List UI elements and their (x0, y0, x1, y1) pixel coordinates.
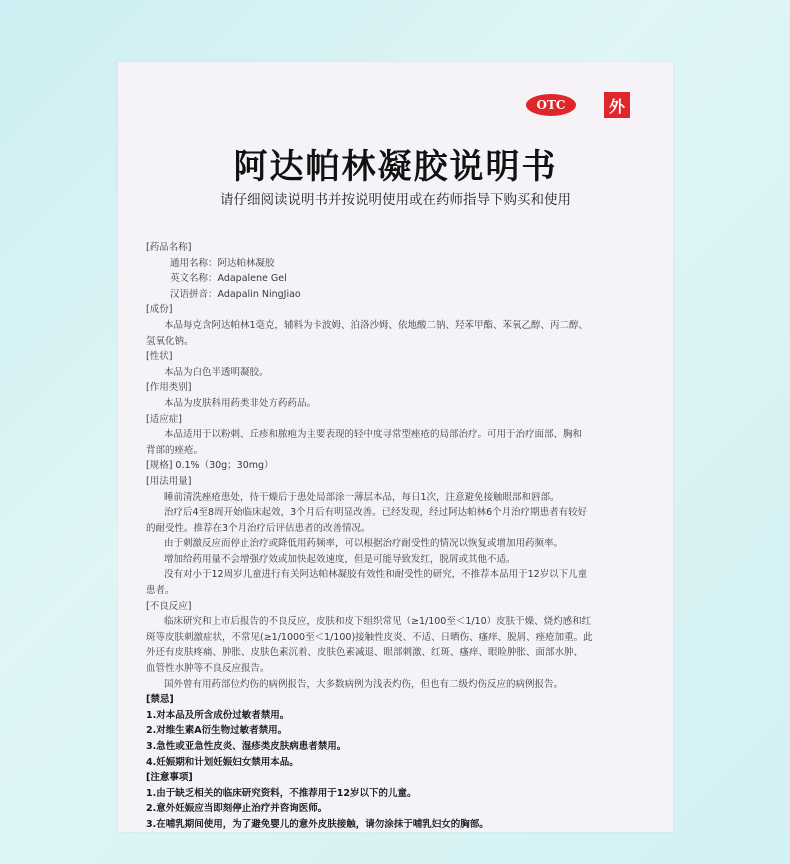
category-text: 本品为皮肤科用药类非处方药药品。 (164, 397, 317, 409)
section-header-composition: [成份] (146, 304, 173, 316)
section-header-adverse: [不良反应] (146, 600, 192, 612)
composition-line: 氢氧化钠。 (146, 335, 194, 347)
section-header-contraindication: [禁忌] (146, 694, 174, 706)
section-header-indication: [适应症] (146, 413, 182, 425)
adverse-line: 外还有皮肤疼痛、肿胀、皮肤色素沉着、皮肤色素减退、眼部刺激、红斑、瘙痒、眼睑肿胀、面部水肿、 (146, 647, 584, 659)
section-header-drug-name: [药品名称] (146, 242, 192, 253)
contraindication-item: 2.对维生素A衍生物过敏者禁用。 (146, 725, 288, 737)
adverse-line: 血管性水肿等不良反应报告。 (146, 663, 270, 675)
usage-line: 由于刺激反应而停止治疗或降低用药频率，可以根据治疗耐受性的情况以恢复或增加用药频率。 (164, 538, 564, 550)
section-header-usage: [用法用量] (146, 475, 192, 487)
usage-line: 睡前清洗痤疮患处，待干燥后于患处局部涂一薄层本品，每日1次，注意避免接触眼部和唇部。 (164, 491, 560, 503)
document-subtitle: 请仔细阅读说明书并按说明使用或在药师指导下购买和使用 (220, 192, 571, 208)
usage-line: 没有对小于12周岁儿童进行有关阿达帕林凝胶有效性和耐受性的研究，不推荐本品用于12岁以下儿童 (164, 569, 588, 581)
caution-item: 3.在哺乳期间使用，为了避免婴儿的意外皮肤接触，请勿涂抹于哺乳妇女的胸部。 (146, 818, 489, 830)
pinyin-name: 汉语拼音：Adapalin NingJiao (170, 288, 301, 300)
external-use-badge: 外 (604, 92, 630, 118)
document-title: 阿达帕林凝胶说明书 (233, 147, 558, 187)
adverse-line: 临床研究和上市后报告的不良反应，皮肤和皮下组织常见（≥1/100至＜1/10）皮肤干燥、烧灼感和红 (164, 616, 592, 628)
contraindication-item: 4.妊娠期和计划妊娠妇女禁用本品。 (146, 756, 299, 768)
english-name: 英文名称：Adapalene Gel (170, 273, 287, 285)
composition-line: 本品每克含阿达帕林1毫克，辅料为卡波姆、泊洛沙姆、依地酸二钠、羟苯甲酯、苯氧乙醇、丙二醇、 (164, 319, 589, 331)
section-header-property: [性状] (146, 351, 173, 363)
usage-line: 增加给药用量不会增强疗效或加快起效速度，但是可能导致发红，脱屑或其他不适。 (164, 553, 516, 565)
instruction-sheet (118, 62, 673, 832)
adverse-line: 国外曾有用药部位灼伤的病例报告，大多数病例为浅表灼伤，但也有二级灼伤反应的病例报告。 (164, 678, 564, 690)
generic-name: 通用名称：阿达帕林凝胶 (170, 257, 275, 269)
indication-line: 背部的痤疮。 (146, 444, 204, 456)
caution-item: 2.意外妊娠应当即刻停止治疗并咨询医师。 (146, 803, 328, 815)
adverse-line: 斑等皮肤刺激症状，不常见(≥1/1000至＜1/100)接触性皮炎、不适、日晒伤、瘙痒、脱屑、痤疮加重。此 (146, 631, 593, 643)
usage-line: 患者。 (146, 585, 175, 597)
property-text: 本品为白色半透明凝胶。 (164, 366, 269, 378)
contraindication-item: 3.急性或亚急性皮炎、湿疹类皮肤病患者禁用。 (146, 741, 347, 752)
otc-badge: OTC (526, 94, 576, 116)
caution-item: 1.由于缺乏相关的临床研究资料，不推荐用于12岁以下的儿童。 (146, 787, 417, 799)
usage-line: 的耐受性。推荐在3个月治疗后评估患者的改善情况。 (146, 522, 371, 534)
contraindication-item: 1.对本品及所含成份过敏者禁用。 (146, 709, 290, 721)
usage-line: 治疗后4至8周开始临床起效，3个月后有明显改善。已经发现，经过阿达帕林6个月治疗期患者有较好 (164, 507, 588, 519)
section-header-category: [作用类别] (146, 382, 192, 394)
spec-line: [规格] 0.1%（30g；30mg） (146, 460, 274, 472)
document-body (146, 240, 642, 833)
indication-line: 本品适用于以粉刺、丘疹和脓疱为主要表现的轻中度寻常型痤疮的局部治疗。可用于治疗面部、胸和 (164, 429, 583, 441)
section-header-caution: [注意事项] (146, 772, 193, 784)
